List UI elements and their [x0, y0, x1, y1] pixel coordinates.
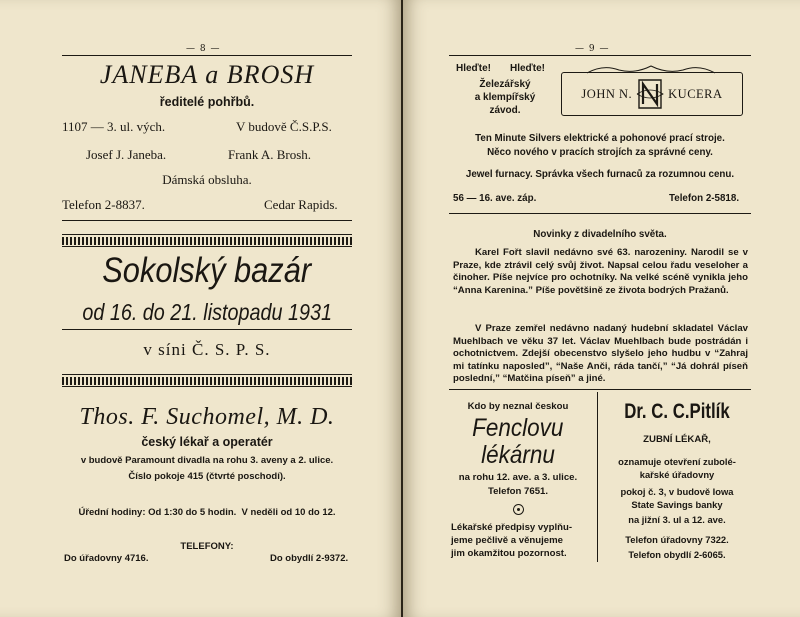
suchomel-office-phone: Do úřadovny 4716.	[64, 553, 149, 564]
janeba-address: 1107 — 3. ul. vých.	[62, 119, 166, 134]
fenclova-intro: Kdo by neznal českou	[467, 401, 569, 412]
news-paragraph-1: Karel Fořt slavil nedávno své 63. narozeniny. Narodil se v Praze, kde ztrávil celý svůj život. Napsal celou řadu veseloher a činoher. Píše nejvíce pro ochotníky. Na velké scéně vynikla jeho “Anna Karenina.” Píše povětšině ze života bodrých Pražanů.	[453, 247, 748, 296]
pitlik-line: kařské úřadovny	[639, 469, 715, 480]
fenclova-name-2	[437, 441, 599, 470]
pitlik-home-phone: Telefon obydlí 2-6065.	[628, 549, 726, 560]
kucera-line-2: Něco nového v pracích strojích za správné ceny.	[487, 147, 713, 158]
shop-line: a klempířský	[474, 92, 536, 103]
kucera-address: 56 — 16. ave. záp.	[453, 193, 537, 204]
fenclova-name-2-text: lékárnu	[481, 441, 555, 469]
suchomel-home-phone: Do obydlí 2-9372.	[270, 553, 349, 564]
logo-text-left: JOHN N.	[581, 86, 633, 101]
shop-line: závod.	[489, 105, 521, 116]
underline	[62, 329, 352, 330]
divider	[449, 389, 751, 390]
pitlik-address: na jižní 3. ul a 12. ave.	[628, 514, 726, 525]
fenclova-phone: Telefon 7651.	[487, 486, 549, 497]
kucera-logo	[561, 72, 743, 116]
divider	[62, 220, 352, 221]
ornamental-band	[62, 234, 352, 247]
monogram-icon	[635, 76, 665, 112]
shout-1: Hleďte!	[456, 63, 491, 74]
suchomel-hours: Úřední hodiny: Od 1:30 do 5 hodin. V neděli od 10 do 12.	[78, 507, 336, 518]
bazar-venue: v síni Č. S. P. S.	[143, 340, 271, 359]
bullet-ornament-icon	[513, 504, 524, 515]
fenclova-address: na rohu 12. ave. a 3. ulice.	[458, 472, 578, 483]
janeba-location: V budově Č.S.P.S.	[236, 119, 332, 134]
page-number: — 9 —	[575, 44, 610, 54]
fenclova-note	[451, 521, 572, 560]
fenclova-name-1	[437, 414, 599, 443]
shout-2: Hleďte!	[510, 63, 545, 74]
fenclova-note-line: jeme pečlivě a věnujeme	[451, 535, 563, 546]
suchomel-profession: český lékař a operatér	[141, 435, 273, 449]
suchomel-name: Thos. F. Suchomel, M. D.	[79, 404, 335, 430]
fenclova-name-1-text: Fenclovu	[472, 414, 564, 442]
logo-ornament-icon	[587, 64, 715, 74]
pitlik-office-phone: Telefon úřadovny 7322.	[625, 534, 729, 545]
top-rule	[449, 55, 751, 56]
janeba-subtitle: ředitelé pohřbů.	[159, 95, 255, 109]
fenclova-note-line: Lékařské předpisy vyplňu-	[451, 522, 573, 533]
bazar-dates-text: od 16. do 21. listopadu 1931	[82, 299, 332, 325]
janeba-person-1: Josef J. Janeba.	[86, 147, 167, 162]
suchomel-location: v budově Paramount divadla na rohu 3. aveny a 2. ulice.	[80, 455, 334, 466]
right-page	[403, 0, 800, 617]
pitlik-location	[599, 485, 755, 511]
shop-description	[455, 78, 555, 117]
column-divider	[597, 392, 598, 562]
janeba-service: Dámská obsluha.	[162, 172, 252, 187]
logo-text-right: KUCERA	[668, 86, 723, 101]
bazar-title	[54, 251, 360, 291]
suchomel-phones-label: TELEFONY:	[180, 541, 234, 552]
news-paragraph-2: V Praze zemřel nedávno nadaný hudební skladatel Václav Muehlbach ve věku 37 let. Václav Muehlbach bude postrádán i ochotnictvem. Zdejší obecenstvo slyšelo jeho hudbu v “Zahraj mi tatínku naposled”, “Naše Anči, ráda tančí,” “Já dohrál píseň poslední,” “Matčina píseň” a jiné.	[453, 323, 748, 385]
kucera-line-1: Ten Minute Silvers elektrické a pohonové prací stroje.	[475, 133, 725, 144]
janeba-city: Cedar Rapids.	[264, 197, 338, 212]
pitlik-name-text: Dr. C. C.Pitlík	[624, 400, 730, 423]
janeba-phone: Telefon 2-8837.	[62, 197, 145, 212]
pitlik-line: State Savings banky	[631, 499, 723, 510]
suchomel-room: Číslo pokoje 415 (čtvrté poschodí).	[128, 471, 286, 482]
shop-line: Železářský	[479, 79, 531, 90]
news-heading: Novinky z divadelního světa.	[533, 229, 667, 240]
kucera-phone: Telefon 2-5818.	[669, 193, 740, 204]
ornamental-band	[62, 374, 352, 387]
pitlik-name	[599, 400, 755, 424]
pitlik-line: pokoj č. 3, v budově Iowa	[620, 486, 734, 497]
pitlik-line: oznamuje otevření zubolé-	[618, 456, 736, 467]
bazar-dates	[50, 299, 364, 326]
page-number: — 8 —	[186, 44, 221, 54]
janeba-title: JANEBA a BROSH	[99, 60, 315, 89]
top-rule	[62, 55, 352, 56]
pitlik-title: ZUBNÍ LÉKAŘ,	[643, 434, 711, 445]
divider	[449, 213, 751, 214]
fenclova-note-line: jim okamžitou pozornost.	[451, 548, 567, 559]
kucera-line-3: Jewel furnacy. Správka všech furnaců za rozumnou cenu.	[465, 169, 735, 180]
pitlik-announcement	[599, 455, 755, 481]
bazar-title-text: Sokolský bazár	[102, 251, 312, 290]
janeba-person-2: Frank A. Brosh.	[228, 147, 312, 162]
